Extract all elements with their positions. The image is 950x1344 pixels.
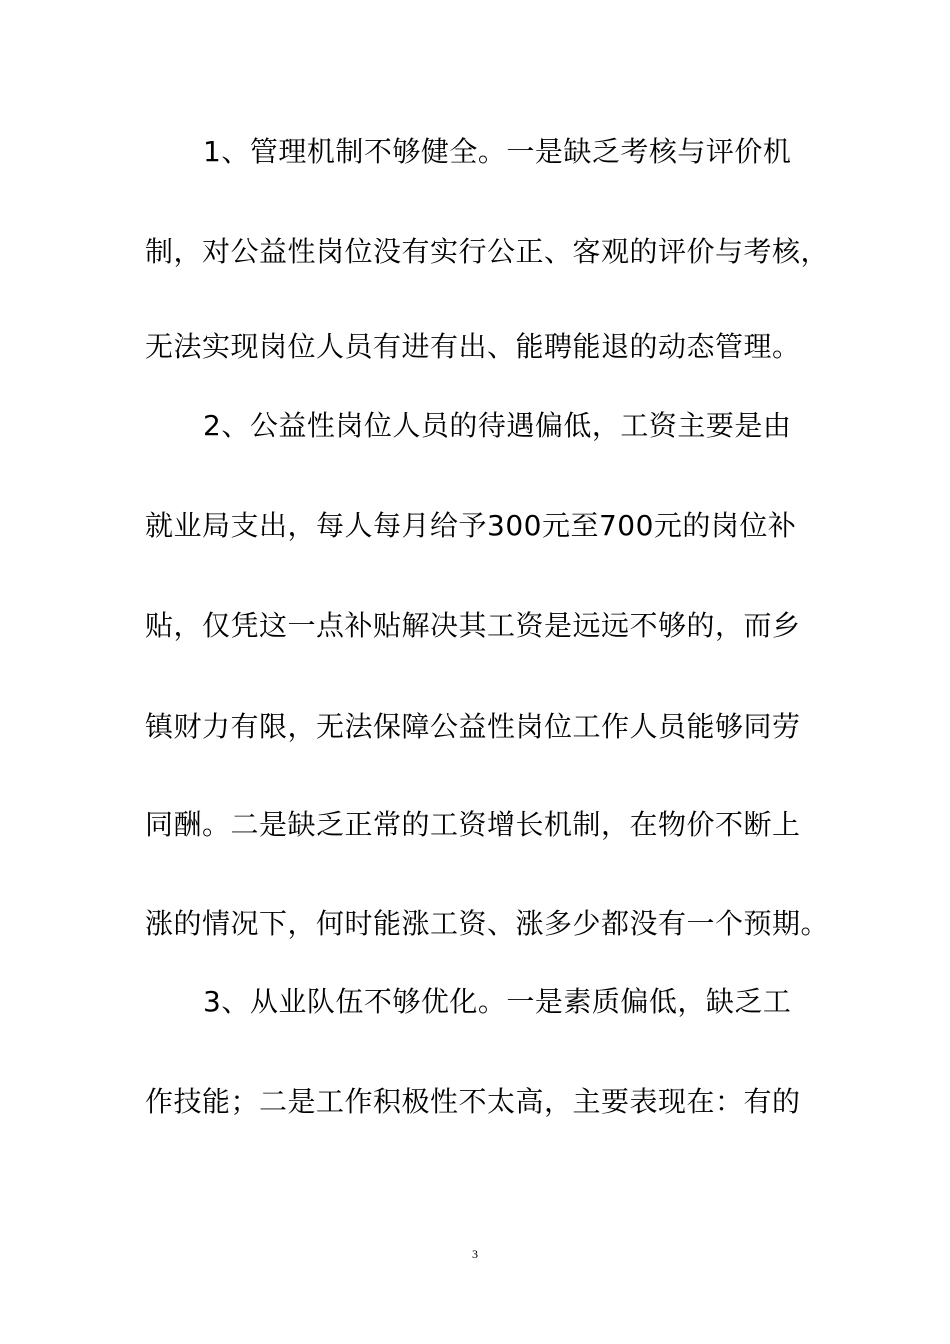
text-line-2: 制，对公益性岗位没有实行公正、客观的评价与考核， (145, 235, 830, 268)
text-line-6: 贴，仅凭这一点补贴解决其工资是远远不够的，而乡 (145, 609, 801, 642)
text-line-10: 3、从业队伍不够优化。一是素质偏低，缺乏工 (203, 985, 792, 1018)
text-line-11: 作技能；二是工作积极性不太高，主要表现在：有的 (145, 1085, 801, 1118)
text-line-8: 同酬。二是缺乏正常的工资增长机制，在物价不断上 (145, 808, 801, 841)
text-line-3: 无法实现岗位人员有进有出、能聘能退的动态管理。 (145, 330, 801, 363)
text-line-4: 2、公益性岗位人员的待遇偏低，工资主要是由 (203, 409, 792, 442)
text-line-7: 镇财力有限，无法保障公益性岗位工作人员能够同劳 (145, 710, 801, 743)
text-line-9: 涨的情况下，何时能涨工资、涨多少都没有一个预期。 (145, 907, 830, 940)
text-line-1: 1、管理机制不够健全。一是缺乏考核与评价机 (203, 135, 792, 168)
text-line-5: 就业局支出，每人每月给予300元至700元的岗位补 (145, 509, 797, 542)
page-number: 3 (472, 1247, 478, 1261)
